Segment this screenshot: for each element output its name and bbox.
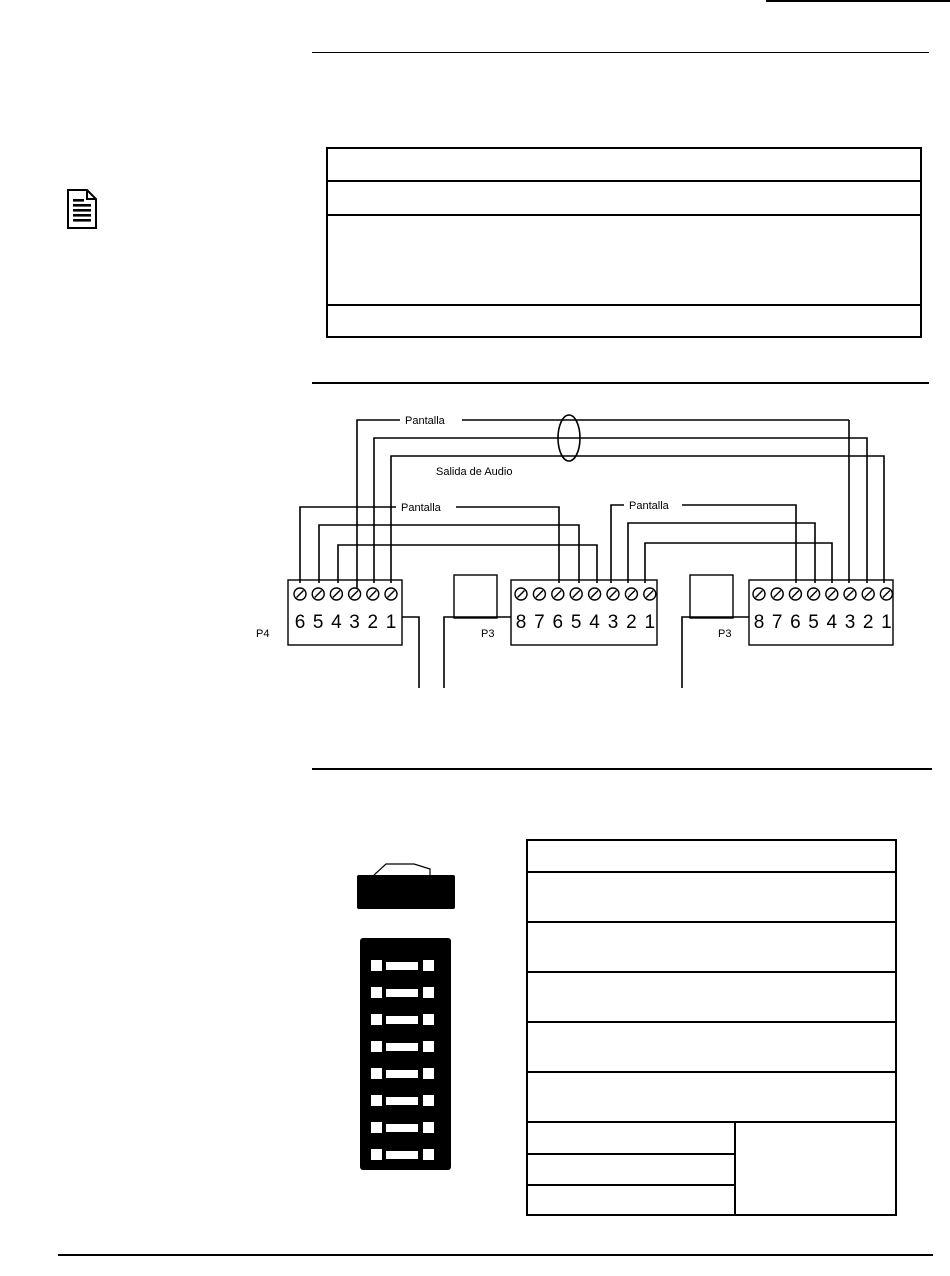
p4-label: P4 <box>256 628 270 640</box>
terminal-number: 7 <box>771 612 783 633</box>
dip-switch <box>360 938 451 1170</box>
terminal-number: 5 <box>808 612 819 633</box>
terminal-number: 6 <box>552 612 564 633</box>
p3-label-a: P3 <box>481 628 495 640</box>
terminal-number: 8 <box>515 612 527 633</box>
wire-right-2 <box>628 523 815 583</box>
footer-rule <box>58 1254 933 1256</box>
dip-switch-position <box>360 1122 451 1134</box>
wire-right-3 <box>645 543 832 583</box>
terminal-number: 6 <box>294 612 306 633</box>
dip-switch-position <box>360 987 451 999</box>
terminal-number: 1 <box>881 612 892 633</box>
p3-label-b: P3 <box>718 628 732 640</box>
lead-wire <box>444 617 511 688</box>
terminal-number: 8 <box>753 612 765 633</box>
dip-switch-position <box>360 1095 451 1107</box>
dip-switch-position <box>360 1014 451 1026</box>
switch-table-divider <box>734 1121 736 1214</box>
wire-left-2 <box>319 525 579 583</box>
dip-switch-position <box>360 1149 451 1161</box>
terminal-number: 4 <box>826 612 838 633</box>
audio-out-label: Salida de Audio <box>436 466 513 478</box>
dip-switch-position <box>360 1041 451 1053</box>
dip-switch-position <box>360 960 451 972</box>
terminal-number: 3 <box>349 612 360 633</box>
switch-table-rule <box>528 1021 895 1023</box>
switch-table-rule <box>528 1121 895 1123</box>
terminal-number: 3 <box>844 612 856 633</box>
wire-right-shield <box>611 505 624 583</box>
lead-wire <box>682 617 749 688</box>
wire-left-3 <box>338 545 597 583</box>
top-shield-label: Pantalla <box>405 415 445 427</box>
switch-table-rule <box>528 921 895 923</box>
connector-box-a <box>454 575 497 618</box>
terminal-number: 2 <box>862 612 874 633</box>
switch-table-rule <box>528 1153 736 1155</box>
left-shield-label: Pantalla <box>401 502 441 514</box>
terminal-number: 4 <box>589 612 600 633</box>
terminal-number: 5 <box>570 612 582 633</box>
right-shield-label: Pantalla <box>629 500 669 512</box>
terminal-number: 7 <box>534 612 545 633</box>
connector-box-b <box>690 575 733 618</box>
switch-table-rule <box>528 1184 736 1186</box>
dip-switch-position <box>360 1068 451 1080</box>
switch-table-rule <box>528 1071 895 1073</box>
terminal-number: 4 <box>331 612 342 633</box>
switch-table-rule <box>528 971 895 973</box>
terminal-number: 3 <box>607 612 619 633</box>
terminal-number: 2 <box>367 612 379 633</box>
terminal-number: 1 <box>644 612 656 633</box>
terminal-number: 1 <box>385 612 397 633</box>
terminal-number: 6 <box>790 612 801 633</box>
terminal-number: 2 <box>626 612 637 633</box>
lead-wire <box>402 617 419 688</box>
rocker-switch <box>356 855 456 911</box>
switch-table-rule <box>528 871 895 873</box>
terminal-number: 5 <box>312 612 324 633</box>
switch-table <box>526 839 897 1216</box>
wire-top-2 <box>374 438 867 583</box>
